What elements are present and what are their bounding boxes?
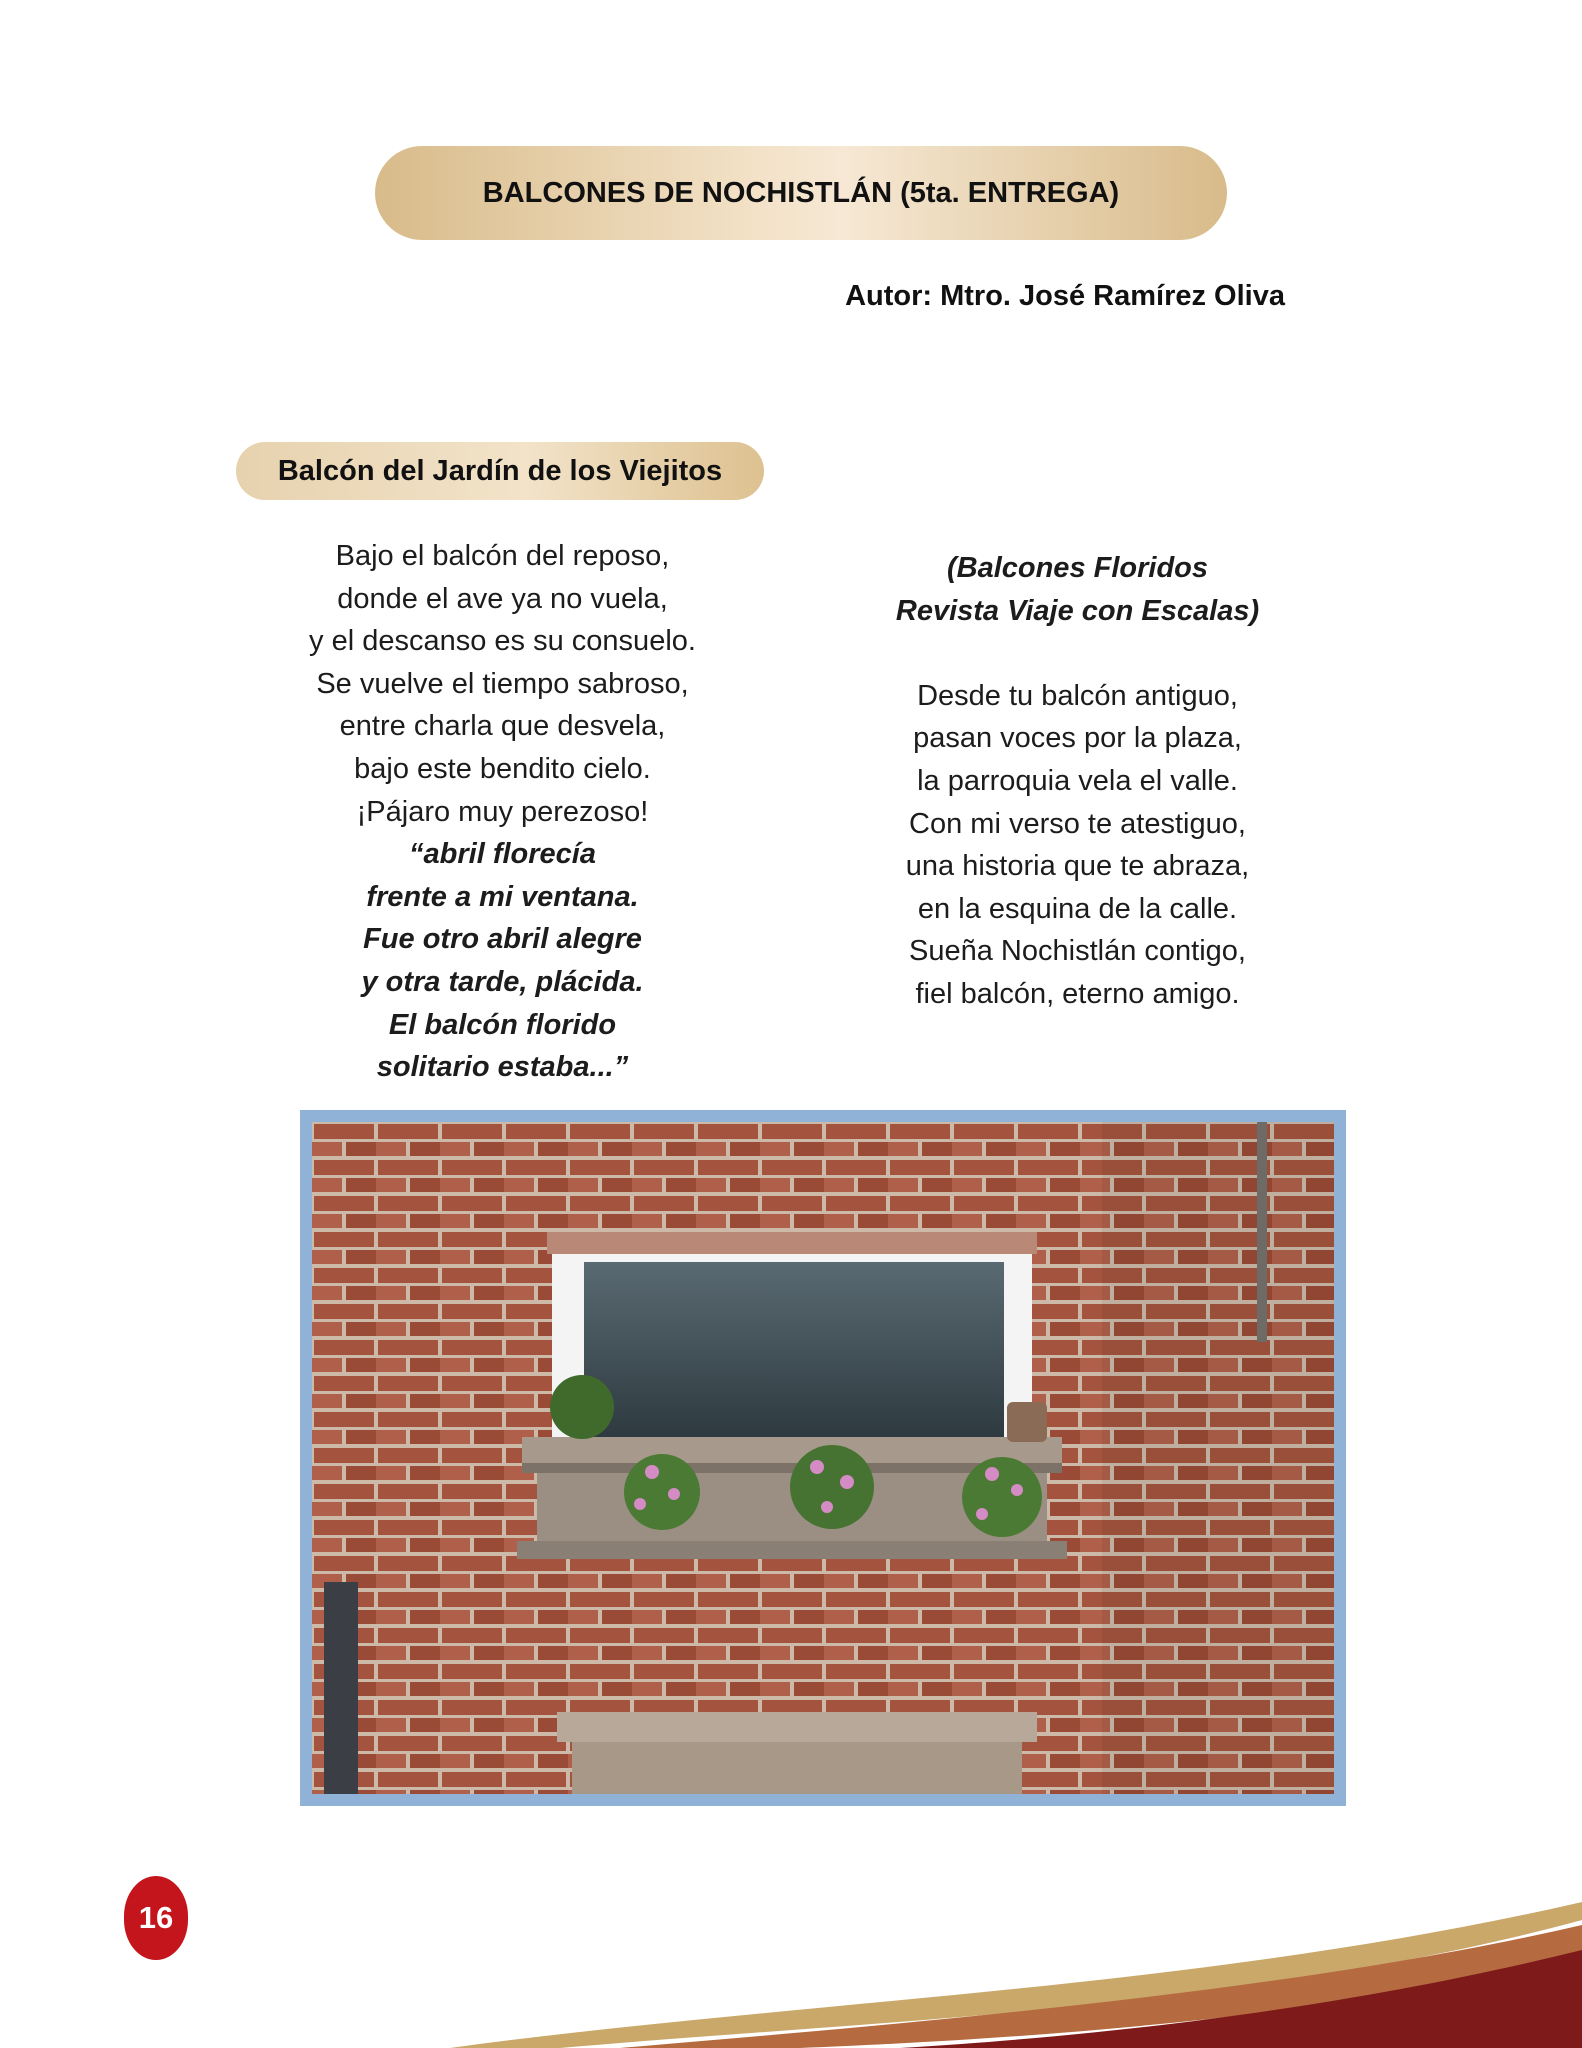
poem-line: Desde tu balcón antiguo, <box>917 679 1238 712</box>
source-line: Revista Viaje con Escalas) <box>895 594 1260 627</box>
poem-line: y el descanso es su consuelo. <box>309 625 696 658</box>
quote-line: “abril florecía <box>409 838 596 871</box>
poem-line: donde el ave ya no vuela, <box>337 582 668 615</box>
poem-line: pasan voces por la plaza, <box>913 722 1242 755</box>
quote-line: Fue otro abril alegre <box>363 923 642 956</box>
quote-line: frente a mi ventana. <box>366 880 639 913</box>
footer-swoosh-icon <box>0 1880 1582 2048</box>
poem-right <box>815 547 1340 1016</box>
brick-balcony-photo-icon <box>312 1122 1334 1794</box>
poem-line: la parroquia vela el valle. <box>917 764 1238 797</box>
section-title: Balcón del Jardín de los Viejitos <box>236 442 764 500</box>
poem-line: en la esquina de la calle. <box>917 892 1238 925</box>
quote-line: solitario estaba...” <box>376 1051 629 1084</box>
poem-line: Con mi verso te atestiguo, <box>909 807 1246 840</box>
poem-line: entre charla que desvela, <box>339 710 666 743</box>
page-number: 16 <box>124 1876 188 1960</box>
poem-line: Se vuelve el tiempo sabroso, <box>316 667 689 700</box>
quote-line: y otra tarde, plácida. <box>361 965 644 998</box>
quote-line: El balcón florido <box>388 1008 617 1041</box>
author-line: Autor: Mtro. José Ramírez Oliva <box>845 280 1285 312</box>
source-line: (Balcones Floridos <box>946 552 1209 584</box>
balcony-photo <box>300 1110 1346 1806</box>
poem-line: bajo este bendito cielo. <box>354 752 651 785</box>
stanza-gap <box>815 632 1340 675</box>
poem-line: Bajo el balcón del reposo, <box>335 540 670 572</box>
poem-left <box>240 535 765 1089</box>
poem-line: Sueña Nochistlán contigo, <box>909 935 1246 968</box>
poem-line: ¡Pájaro muy perezoso! <box>356 795 649 828</box>
poem-line: fiel balcón, eterno amigo. <box>915 977 1240 1010</box>
article-title: BALCONES DE NOCHISTLÁN (5ta. ENTREGA) <box>375 146 1227 240</box>
poem-line: una historia que te abraza, <box>905 850 1250 883</box>
